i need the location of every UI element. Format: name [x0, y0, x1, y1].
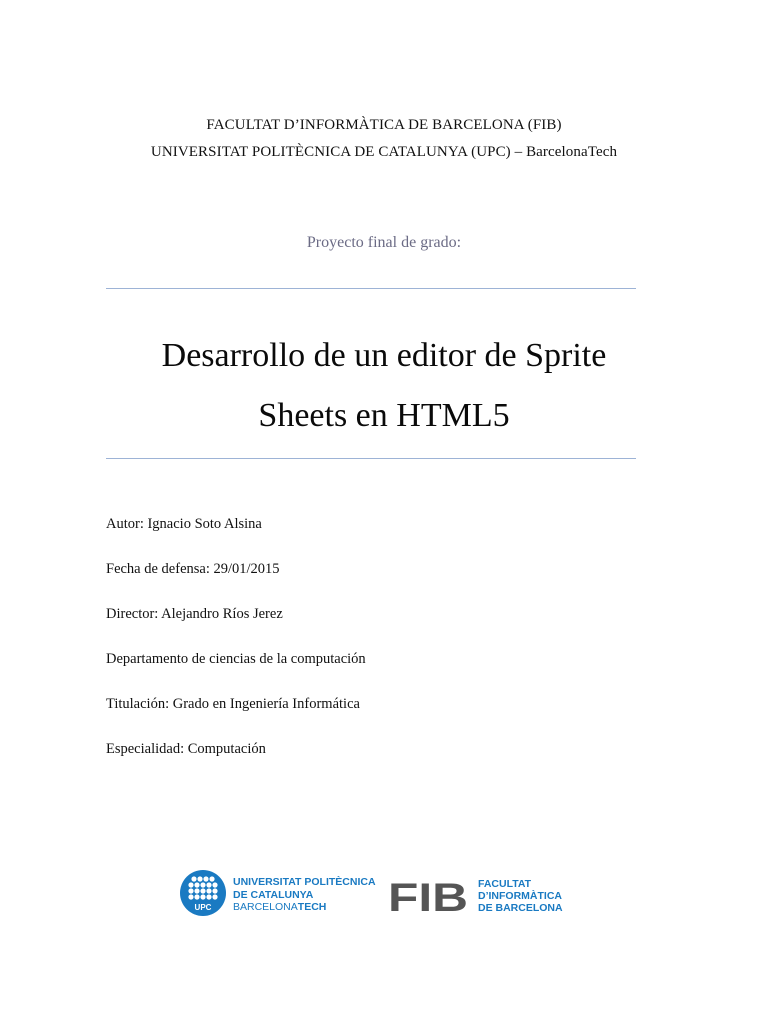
document-title [0, 326, 768, 446]
upc-badge-text: UPC [194, 903, 212, 912]
header-university: UNIVERSITAT POLITÈCNICA DE CATALUNYA (UPC) – BarcelonaTech [150, 144, 618, 160]
upc-wordmark-line-2: DE CATALUNYA [233, 888, 314, 901]
degree-line: Titulación: Grado en Ingeniería Informática [106, 696, 360, 712]
upc-wordmark [233, 876, 376, 914]
department-line: Departamento de ciencias de la computación [106, 651, 366, 667]
defense-date-line: Fecha de defensa: 29/01/2015 [106, 561, 280, 577]
fib-logo-icon [388, 878, 470, 914]
fib-wordmark-line-2: D’INFORMÀTICA [478, 890, 562, 902]
header-faculty: FACULTAT D’INFORMÀTICA DE BARCELONA (FIB) [206, 117, 562, 133]
upc-wordmark-barcelona: BARCELONA [233, 901, 298, 913]
institution-logos [180, 868, 580, 924]
project-type-label: Proyecto final de grado: [306, 234, 462, 251]
specialty-line: Especialidad: Computación [106, 741, 266, 757]
upc-wordmark-line-3 [233, 901, 376, 914]
author-line: Autor: Ignacio Soto Alsina [106, 516, 262, 532]
fib-mark-text: FIB [388, 878, 468, 914]
director-line: Director: Alejandro Ríos Jerez [106, 606, 283, 622]
fib-wordmark [478, 878, 563, 914]
fib-wordmark-line-1: FACULTAT [478, 878, 532, 890]
upc-wordmark-line-1: UNIVERSITAT POLITÈCNICA [233, 876, 376, 888]
title-line-1: Desarrollo de un editor de Sprite [161, 337, 607, 374]
title-line-2: Sheets en HTML5 [258, 397, 510, 434]
upc-logo-icon [180, 870, 226, 916]
divider-top [106, 288, 636, 289]
fib-wordmark-line-3: DE BARCELONA [478, 902, 563, 914]
upc-wordmark-tech: TECH [297, 901, 327, 913]
divider-bottom [106, 458, 636, 459]
